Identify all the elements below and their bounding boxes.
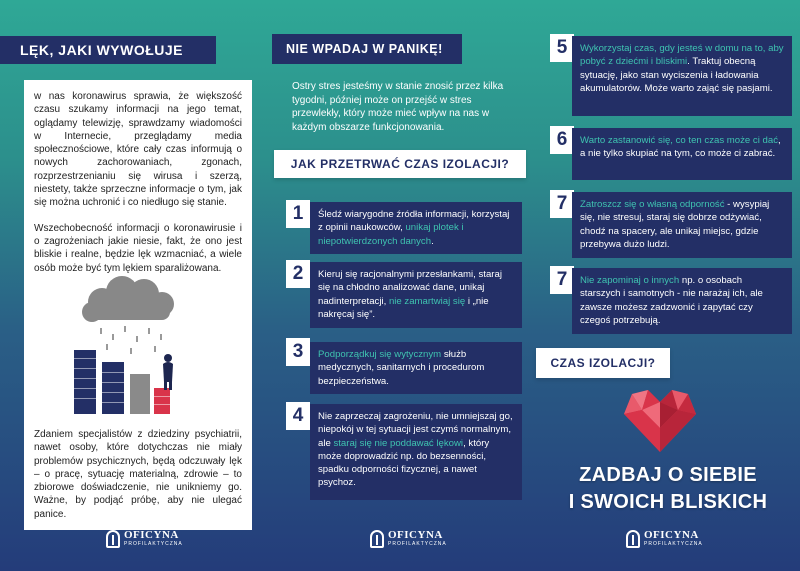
- logo-sub: PROFILAKTYCZNA: [388, 541, 447, 547]
- oficyna-logo: [370, 530, 447, 548]
- logo-name: OFICYNA: [124, 529, 179, 541]
- slogan-line-1: ZADBAJ O SIEBIE: [579, 464, 757, 486]
- isolation-header: [274, 150, 526, 178]
- panic-intro: Ostry stres jesteśmy w stanie znosić przez kilka tygodni, później może on przejść w stres przewlekły, który może mieć wpływ na nas w każdym obszarze funkcjonowania.: [292, 81, 504, 133]
- tip-box-6: [572, 128, 792, 180]
- isolation-question-text: CZAS IZOLACJI?: [550, 356, 656, 370]
- tip-number-1: 1: [286, 200, 310, 228]
- anxiety-paragraph-2: Wszechobecność informacji o koronawirusie i o zagrożeniach jakie niesie, fakt, że ono jest bliskie i realne, będzie lęk wzmacniać, a wiele osób może być tym lękiem sparaliżowana.: [34, 222, 242, 274]
- bar-chart-illustration: [74, 350, 170, 414]
- panel-anxiety: [0, 0, 272, 571]
- tip-1-text-a: Śledź wiarygodne źródła informacji, korzystaj z opinii naukowców,: [318, 209, 510, 234]
- oficyna-logo-icon: [106, 530, 120, 548]
- logo-name: OFICYNA: [388, 529, 443, 541]
- tip-2-highlight: nie zamartwiaj się: [388, 295, 466, 307]
- tip-6-text-b: , a nie tylko skupiać na tym, co może ci zabrać.: [580, 135, 781, 160]
- slogan: [536, 462, 800, 516]
- tip-box-8: [572, 268, 792, 334]
- person-illustration: [163, 354, 173, 390]
- tip-7-highlight: Zatroszcz się o własną odporność: [580, 199, 725, 210]
- logo-sub: PROFILAKTYCZNA: [124, 541, 183, 547]
- storm-illustration: [72, 276, 192, 416]
- tip-2-text-a: Kieruj się racjonalnymi przesłankami, staraj się na chłodno analizować dane, unikaj nadinterpretacji,: [318, 269, 502, 307]
- oficyna-logo: [626, 530, 703, 548]
- tip-number-8: 7: [550, 266, 574, 294]
- panic-header: [272, 34, 462, 64]
- isolation-question-header: [536, 348, 670, 378]
- oficyna-logo: [106, 530, 183, 548]
- tip-box-2: [310, 262, 522, 328]
- slogan-line-2: I SWOICH BLISKICH: [568, 491, 768, 513]
- tip-box-7: [572, 192, 792, 258]
- tip-number-7: 7: [550, 190, 574, 218]
- heart-polygon-icon: [622, 388, 698, 454]
- anxiety-header-text: LĘK, JAKI WYWOŁUJE: [20, 42, 184, 58]
- panic-header-text: NIE WPADAJ W PANIKĘ!: [286, 42, 443, 56]
- tip-box-4: [310, 404, 522, 500]
- panel-panic: [272, 0, 536, 571]
- anxiety-text-box: [24, 80, 252, 530]
- tip-3-text-b: służb medycznych, sanitarnych i procedurom bezpieczeństwa.: [318, 349, 485, 387]
- tip-box-3: [310, 342, 522, 394]
- tip-2-text-b: i „nie nakręcaj się”.: [318, 295, 489, 320]
- tip-box-5: [572, 36, 792, 116]
- tip-box-1: [310, 202, 522, 254]
- tip-5-text-b: . Traktuj obecną sytuację, jako stan wyciszenia i ładowania akumulatorów. Może warto zająć się pasjami.: [580, 56, 773, 94]
- isolation-header-text: JAK PRZETRWAĆ CZAS IZOLACJI?: [290, 157, 510, 171]
- tip-number-3: 3: [286, 338, 310, 366]
- tip-8-text-b: np. o osobach starszych i samotnych - nie narażaj ich, ale zawsze możesz zadzwonić i zapytać czy czegoś potrzebują.: [580, 275, 763, 326]
- tip-6-highlight: Warto zastanowić się, co ten czas może ci dać: [580, 135, 778, 146]
- tip-1-text-b: .: [431, 235, 434, 247]
- storm-cloud-illustration: [82, 276, 174, 322]
- tip-7-text-b: - wysypiaj się, nie stresuj, staraj się dobrze odżywiać, chodź na spacery, ale unikaj miejsc, gdzie przebywa dużo ludzi.: [580, 199, 770, 250]
- tip-4-highlight: staraj się nie poddawać lękowi: [333, 437, 464, 449]
- logo-sub: PROFILAKTYCZNA: [644, 541, 703, 547]
- tip-number-5: 5: [550, 34, 574, 62]
- logo-name: OFICYNA: [644, 529, 699, 541]
- tip-number-4: 4: [286, 402, 310, 430]
- tip-number-2: 2: [286, 260, 310, 288]
- tip-3-highlight: Podporządkuj się wytycznym: [318, 349, 442, 360]
- tip-4-text-a: Nie zaprzeczaj zagrożeniu, nie umniejszaj go, niepokój w tej sytuacji jest czymś normalnym, ale: [318, 411, 513, 449]
- oficyna-logo-icon: [626, 530, 640, 548]
- tip-1-highlight: unikaj plotek i niepotwierdzonych danych: [318, 222, 464, 247]
- tip-4-text-b: , który może doprowadzić np. do bezsenności, spadku odporności fizycznej, a nawet psychoz.: [318, 437, 490, 489]
- anxiety-bottom-text: Zdaniem specjalistów z dziedziny psychiatrii, nawet osoby, które dotychczas nie miały problemów psychicznych, będą odczuwały lęk – o pracę, sytuację materialną, zdrowie – to zbiorowe doświadczenie, nie unikniemy go. Ważne, by podjąć próbę, aby nie ulegać panice.: [34, 429, 242, 520]
- tip-number-6: 6: [550, 126, 574, 154]
- rain-drops: [100, 326, 162, 354]
- tip-5-highlight: Wykorzystaj czas, gdy jesteś w domu na to, aby pobyć z dziećmi i bliskimi: [580, 43, 784, 68]
- anxiety-header: [0, 36, 216, 64]
- oficyna-logo-icon: [370, 530, 384, 548]
- anxiety-paragraph-1: w nas koronawirus sprawia, że większość czasu szukamy informacji na jego temat, oglądamy telewizję, sprawdzamy wiadomości w Internecie, przeglądamy media społecznościowe, które cały czas informują o nowych zachorowaniach, zgonach, rozprzestrzenianiu się wirusa i szerzą, niestety, także sprzeczne informacje o tym, jak się można uchronić i co niedługo się stanie.: [34, 91, 242, 209]
- tip-8-highlight: Nie zapominaj o innych: [580, 275, 680, 286]
- panel-tips-continued: [536, 0, 800, 571]
